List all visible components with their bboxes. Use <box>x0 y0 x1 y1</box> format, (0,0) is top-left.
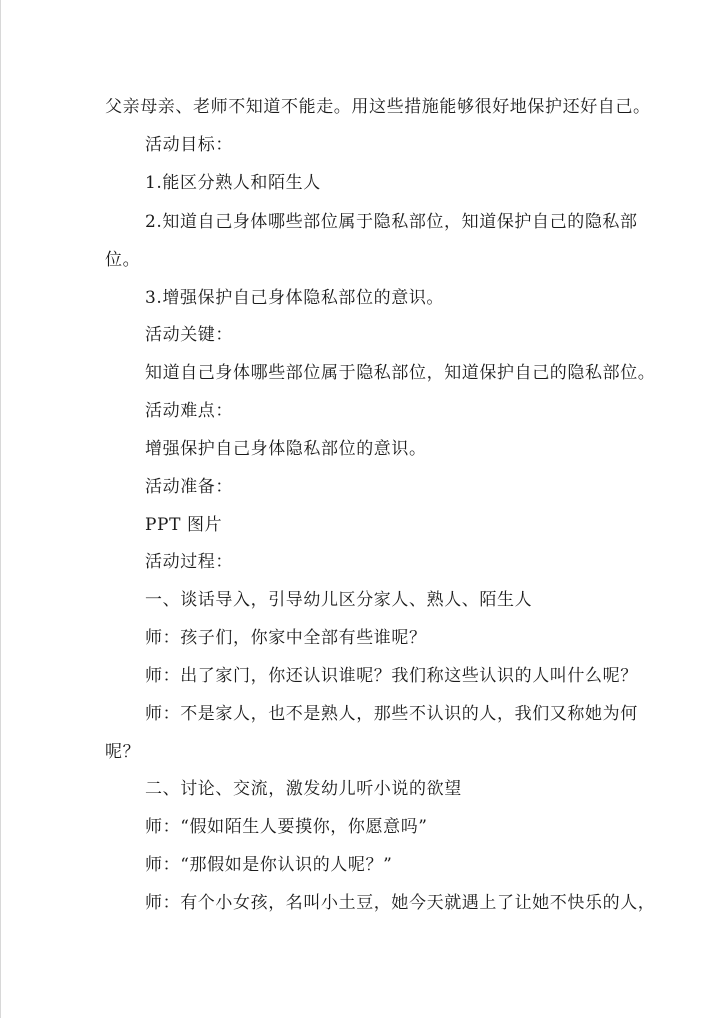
text-line: 师：“假如陌生人要摸你，你愿意吗” <box>145 817 428 837</box>
text-line: 位。 <box>105 250 141 270</box>
text-line: 师：出了家门，你还认识谁呢？我们称这些认识的人叫什么呢？ <box>145 666 638 686</box>
text-line: 增强保护自己身体隐私部位的意识。 <box>145 439 427 459</box>
list-item: 3.增强保护自己身体隐私部位的意识。 <box>145 288 445 308</box>
list-item: 2.知道自己身体哪些部位属于隐私部位，知道保护自己的隐私部 <box>145 212 638 232</box>
text-line: 呢？ <box>105 742 141 762</box>
section-heading: 活动关键： <box>145 325 233 345</box>
section-heading: 活动难点： <box>145 401 233 421</box>
text-line: 师：不是家人，也不是熟人，那些不认识的人，我们又称她为何 <box>145 704 638 724</box>
text-line: 父亲母亲、老师不知道不能走。用这些措施能够很好地保护还好自己。 <box>105 97 651 117</box>
text-line: PPT 图片 <box>145 515 223 535</box>
page-edge <box>0 0 1 1018</box>
section-heading: 活动目标： <box>145 135 233 155</box>
list-item: 1.能区分熟人和陌生人 <box>145 173 321 193</box>
text-line: 师：有个小女孩，名叫小土豆，她今天就遇上了让她不快乐的人， <box>145 893 656 913</box>
subsection-heading: 二、讨论、交流，激发幼儿听小说的欲望 <box>145 779 462 799</box>
subsection-heading: 一、谈话导入，引导幼儿区分家人、熟人、陌生人 <box>145 590 533 610</box>
section-heading: 活动过程： <box>145 552 233 572</box>
text-line: 知道自己身体哪些部位属于隐私部位，知道保护自己的隐私部位。 <box>145 363 656 383</box>
text-line: 师：“那假如是你认识的人呢？” <box>145 855 393 875</box>
text-line: 师：孩子们，你家中全部有些谁呢？ <box>145 628 427 648</box>
section-heading: 活动准备： <box>145 477 233 497</box>
